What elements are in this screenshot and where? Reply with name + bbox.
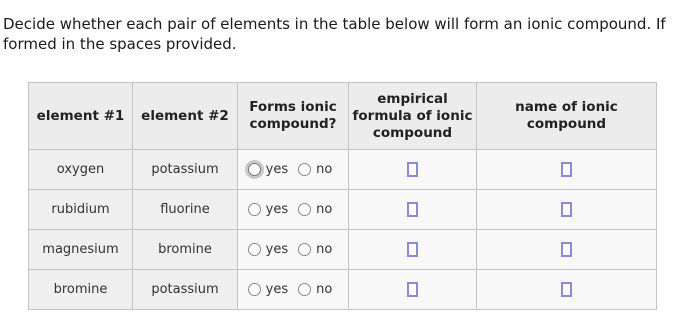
table-row: [29, 270, 657, 310]
empirical-formula-input[interactable]: [407, 242, 418, 257]
yes-radio[interactable]: [248, 163, 261, 176]
no-label: no: [316, 162, 333, 177]
yes-radio[interactable]: [248, 203, 261, 216]
empirical-formula-cell: [349, 230, 477, 270]
yes-label: yes: [265, 282, 289, 297]
empirical-formula-input[interactable]: [407, 282, 418, 297]
element-1-cell: magnesium: [29, 230, 133, 270]
yes-option[interactable]: [248, 162, 294, 177]
element-2-cell: bromine: [133, 230, 238, 270]
header-row: [29, 83, 657, 150]
header-forms-ionic: Forms ionic compound?: [238, 83, 349, 150]
forms-ionic-cell: [238, 150, 349, 190]
question-text: [3, 14, 700, 54]
question-line-2: formed in the spaces provided.: [3, 35, 237, 53]
forms-ionic-radio-group: [238, 202, 348, 217]
element-1-cell: bromine: [29, 270, 133, 310]
compound-name-cell: [477, 150, 657, 190]
yes-label: yes: [265, 202, 289, 217]
header-element-2: element #2: [133, 83, 238, 150]
empirical-formula-cell: [349, 190, 477, 230]
yes-option[interactable]: [248, 202, 294, 217]
question-line-1: Decide whether each pair of elements in the table below will form an ionic compound. If: [3, 15, 666, 33]
element-1-cell: oxygen: [29, 150, 133, 190]
compound-name-cell: [477, 270, 657, 310]
element-2-cell: potassium: [133, 270, 238, 310]
compound-name-input[interactable]: [561, 282, 572, 297]
yes-radio[interactable]: [248, 283, 261, 296]
no-option[interactable]: [298, 242, 338, 257]
no-option[interactable]: [298, 202, 338, 217]
header-compound-name: name of ionic compound: [477, 83, 657, 150]
no-label: no: [316, 242, 333, 257]
no-radio[interactable]: [298, 163, 311, 176]
no-label: no: [316, 202, 333, 217]
yes-option[interactable]: [248, 282, 294, 297]
empirical-formula-input[interactable]: [407, 162, 418, 177]
compound-name-cell: [477, 190, 657, 230]
table-row: [29, 190, 657, 230]
compound-name-cell: [477, 230, 657, 270]
no-radio[interactable]: [298, 243, 311, 256]
header-empirical-formula: empirical formula of ionic compound: [349, 83, 477, 150]
empirical-formula-input[interactable]: [407, 202, 418, 217]
empirical-formula-cell: [349, 150, 477, 190]
yes-radio[interactable]: [248, 243, 261, 256]
no-radio[interactable]: [298, 203, 311, 216]
header-element-1: element #1: [29, 83, 133, 150]
empirical-formula-cell: [349, 270, 477, 310]
compound-name-input[interactable]: [561, 242, 572, 257]
no-option[interactable]: [298, 282, 338, 297]
table-row: [29, 150, 657, 190]
no-radio[interactable]: [298, 283, 311, 296]
element-1-cell: rubidium: [29, 190, 133, 230]
element-2-cell: potassium: [133, 150, 238, 190]
yes-option[interactable]: [248, 242, 294, 257]
compound-name-input[interactable]: [561, 162, 572, 177]
compound-name-input[interactable]: [561, 202, 572, 217]
yes-label: yes: [265, 242, 289, 257]
yes-label: yes: [265, 162, 289, 177]
ionic-compound-table: [28, 82, 657, 310]
forms-ionic-radio-group: [238, 242, 348, 257]
forms-ionic-radio-group: [238, 282, 348, 297]
element-2-cell: fluorine: [133, 190, 238, 230]
forms-ionic-cell: [238, 190, 349, 230]
forms-ionic-radio-group: [238, 162, 348, 177]
no-label: no: [316, 282, 333, 297]
table-row: [29, 230, 657, 270]
no-option[interactable]: [298, 162, 338, 177]
forms-ionic-cell: [238, 270, 349, 310]
forms-ionic-cell: [238, 230, 349, 270]
